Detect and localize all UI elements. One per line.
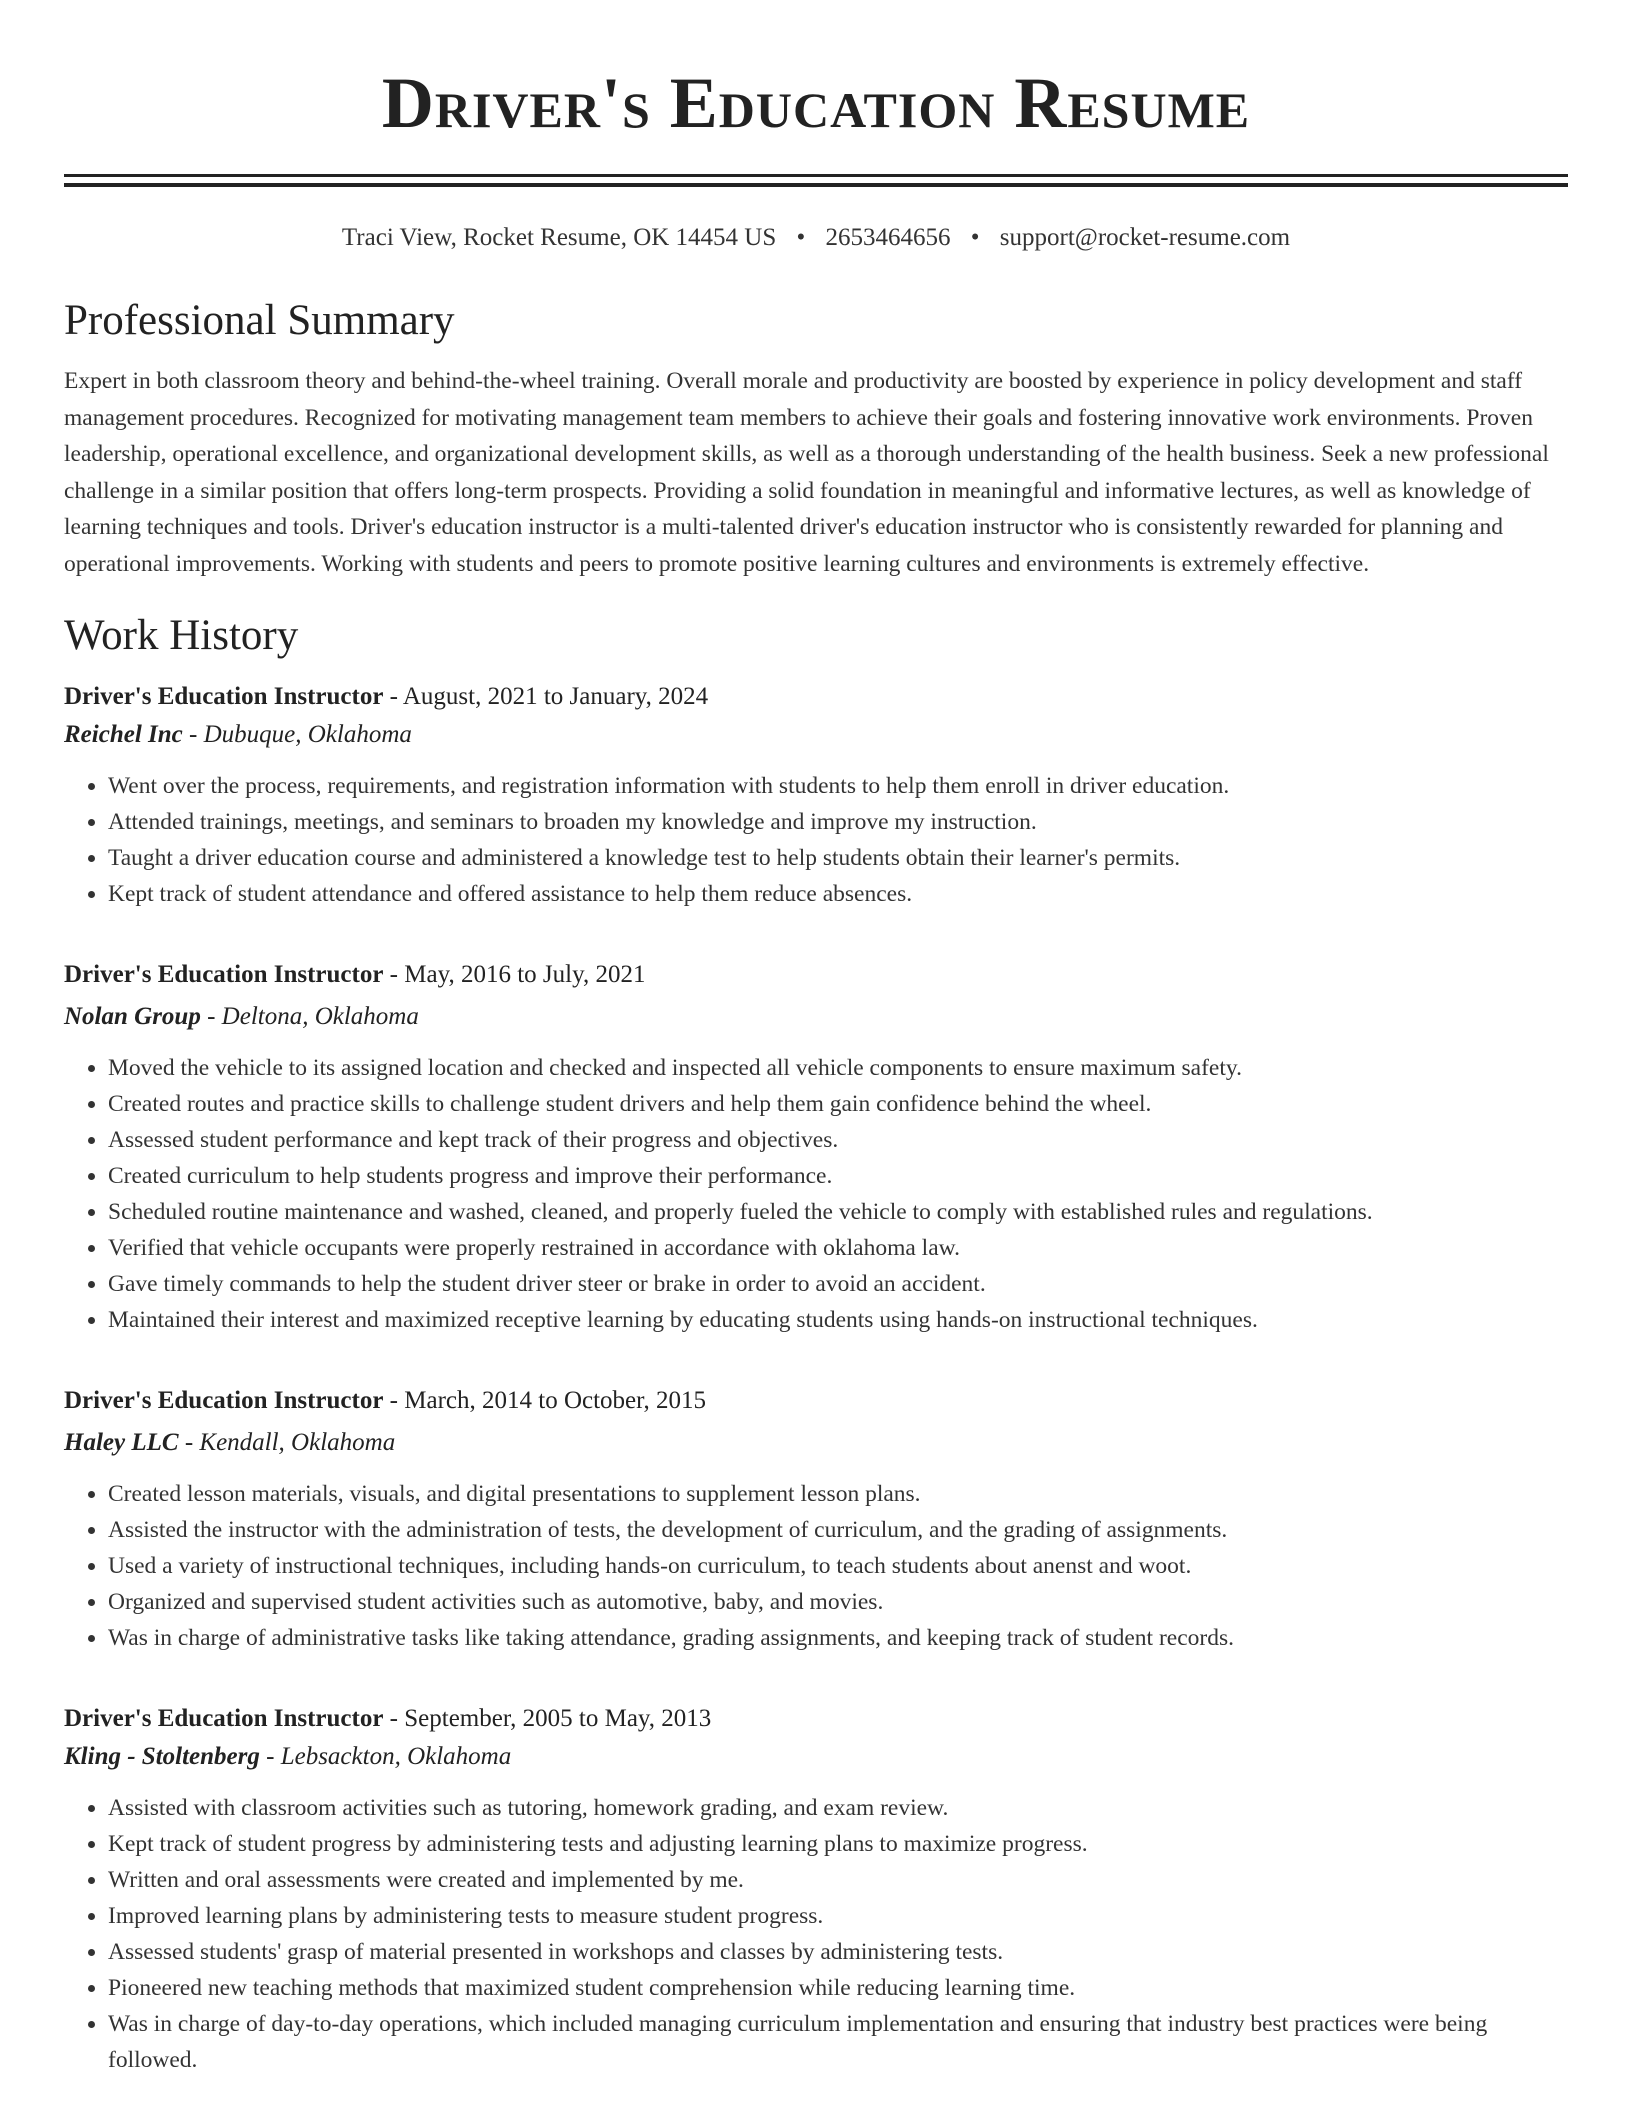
job-header [64, 1382, 1568, 1420]
bullet-item: • Organized and supervised student activities such as automotive, baby, and movies. [108, 1584, 1568, 1620]
job-list [64, 678, 1568, 2078]
job-role: Driver's Education Instructor [64, 1387, 384, 1414]
resume-title: Driver's Education Resume [381, 63, 1251, 143]
company-location: - Dubuque, Oklahoma [182, 721, 412, 748]
bullet-item: • Scheduled routine maintenance and washed, cleaned, and properly fueled the vehicle to comply with established rules and regulations. [108, 1194, 1568, 1230]
bullet-item: • Verified that vehicle occupants were properly restrained in accordance with oklahoma law. [108, 1230, 1568, 1266]
job-bullets [64, 768, 1568, 912]
summary-heading: Professional Summary [64, 297, 455, 344]
title-divider-top [64, 174, 1568, 177]
job-bullets [64, 1050, 1568, 1338]
job-header [64, 956, 1568, 994]
contact-line [64, 221, 1568, 255]
job-dates: - March, 2014 to October, 2015 [383, 1387, 706, 1414]
bullet-item: • Assessed students' grasp of material presented in workshops and classes by administering tests. [108, 1934, 1568, 1970]
bullet-item: • Kept track of student progress by administering tests and adjusting learning plans to maximize progress. [108, 1826, 1568, 1862]
job-header [64, 678, 1568, 716]
bullet-item: • Improved learning plans by administering tests to measure student progress. [108, 1898, 1568, 1934]
job-bullets [64, 1790, 1568, 2078]
resume-page [64, 0, 1568, 2078]
company-name: Kling - Stoltenberg [64, 1743, 260, 1770]
title-divider-bottom [64, 183, 1568, 187]
bullet-item: • Pioneered new teaching methods that maximized student comprehension while reducing learning time. [108, 1970, 1568, 2006]
job-company-line [64, 716, 1568, 754]
company-location: - Lebsackton, Oklahoma [259, 1743, 512, 1770]
company-name: Nolan Group [64, 1003, 201, 1030]
contact-email: support@rocket-resume.com [999, 224, 1291, 251]
bullet-item: • Taught a driver education course and administered a knowledge test to help students obtain their learner's permits. [108, 840, 1568, 876]
job-header [64, 1700, 1568, 1738]
contact-separator: • [796, 224, 806, 251]
bullet-item: • Maintained their interest and maximized receptive learning by educating students using hands-on instructional techniques. [108, 1302, 1568, 1338]
company-location: - Kendall, Oklahoma [178, 1429, 396, 1456]
job-dates: - May, 2016 to July, 2021 [383, 961, 646, 988]
contact-address: Traci View, Rocket Resume, OK 14454 US [341, 224, 777, 251]
job-entry [64, 678, 1568, 912]
bullet-item: • Used a variety of instructional techniques, including hands-on curriculum, to teach students about anenst and woot. [108, 1548, 1568, 1584]
bullet-item: • Assessed student performance and kept track of their progress and objectives. [108, 1122, 1568, 1158]
job-dates: - September, 2005 to May, 2013 [383, 1705, 712, 1732]
job-entry [64, 956, 1568, 1338]
bullet-item: • Assisted the instructor with the administration of tests, the development of curriculum, and the grading of assignments. [108, 1512, 1568, 1548]
bullet-item: • Created curriculum to help students progress and improve their performance. [108, 1158, 1568, 1194]
job-role: Driver's Education Instructor [64, 961, 384, 988]
company-name: Haley LLC [64, 1429, 179, 1456]
job-entry [64, 1700, 1568, 2078]
bullet-item: • Written and oral assessments were created and implemented by me. [108, 1862, 1568, 1898]
contact-phone: 2653464656 [825, 224, 951, 251]
bullet-item: • Gave timely commands to help the student driver steer or brake in order to avoid an accident. [108, 1266, 1568, 1302]
bullet-item: • Was in charge of administrative tasks like taking attendance, grading assignments, and keeping track of student records. [108, 1620, 1568, 1656]
bullet-item: • Kept track of student attendance and offered assistance to help them reduce absences. [108, 876, 1568, 912]
job-company-line [64, 998, 1568, 1036]
bullet-item: • Went over the process, requirements, and registration information with students to help them enroll in driver education. [108, 768, 1568, 804]
company-name: Reichel Inc [64, 721, 183, 748]
summary-text: Expert in both classroom theory and behind-the-wheel training. Overall morale and productivity are boosted by experience in policy development and staff management procedures. Recognized for motivating management team members to achieve their goals and fostering innovative work environments. Proven leadership, operational excellence, and organizational development skills, as well as a thorough understanding of the health business. Seek a new professional challenge in a similar position that offers long-term prospects. Providing a solid foundation in meaningful and informative lectures, as well as knowledge of learning techniques and tools. Driver's education instructor is a multi-talented driver's education instructor who is consistently rewarded for planning and operational improvements. Working with students and peers to promote positive learning cultures and environments is extremely effective. [64, 368, 1549, 577]
company-location: - Deltona, Oklahoma [200, 1003, 419, 1030]
bullet-item: • Created lesson materials, visuals, and digital presentations to supplement lesson plans. [108, 1476, 1568, 1512]
bullet-item: • Moved the vehicle to its assigned location and checked and inspected all vehicle components to ensure maximum safety. [108, 1050, 1568, 1086]
contact-separator: • [970, 224, 980, 251]
bullet-item: • Attended trainings, meetings, and seminars to broaden my knowledge and improve my instruction. [108, 804, 1568, 840]
job-bullets [64, 1476, 1568, 1656]
job-role: Driver's Education Instructor [64, 683, 384, 710]
bullet-item: • Created routes and practice skills to challenge student drivers and help them gain confidence behind the wheel. [108, 1086, 1568, 1122]
job-company-line [64, 1424, 1568, 1462]
job-role: Driver's Education Instructor [64, 1705, 384, 1732]
job-entry [64, 1382, 1568, 1656]
bullet-item: • Was in charge of day-to-day operations, which included managing curriculum implementation and ensuring that industry best practices were being followed. [108, 2006, 1568, 2078]
job-dates: - August, 2021 to January, 2024 [383, 683, 709, 710]
job-company-line [64, 1738, 1568, 1776]
bullet-item: • Assisted with classroom activities such as tutoring, homework grading, and exam review. [108, 1790, 1568, 1826]
work-history-heading: Work History [64, 612, 299, 659]
